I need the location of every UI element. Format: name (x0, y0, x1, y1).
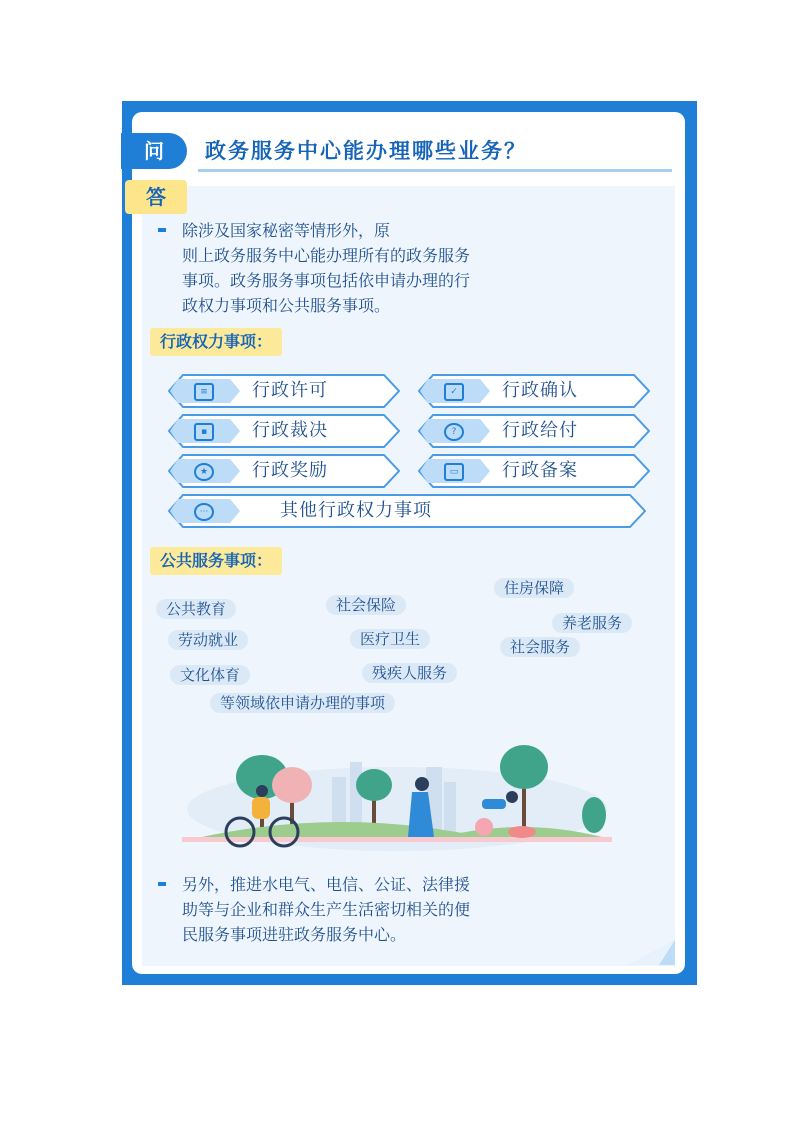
public-tag: 劳动就业 (168, 630, 248, 650)
bullet-marker (158, 882, 166, 886)
public-tag: 养老服务 (552, 613, 632, 633)
admin-item-confirm (418, 374, 650, 408)
admin-item-filing (418, 454, 650, 488)
medal-icon: ★ (194, 463, 214, 481)
page-curl-decoration (629, 940, 675, 965)
more-icon: ··· (194, 503, 214, 521)
park-illustration (182, 737, 612, 862)
admin-item-ruling (168, 414, 400, 448)
footer-line: 助等与企业和群众生产生活密切相关的便 (182, 900, 471, 919)
payment-icon: ? (444, 423, 464, 441)
gavel-icon: ▪ (194, 423, 214, 441)
answer-badge: 答 (125, 180, 187, 214)
document-icon: ≡ (194, 383, 214, 401)
admin-item-label: 行政备案 (502, 460, 578, 481)
question-title: 政务服务中心能办理哪些业务？ (205, 139, 527, 163)
intro-line: 则上政务服务中心能办理所有的政务服务 (182, 246, 471, 265)
admin-item-other (168, 494, 646, 528)
public-tag: 社会服务 (500, 637, 580, 657)
footer-line: 另外，推进水电气、电信、公证、法律援 (182, 875, 471, 894)
stamp-icon: ✓ (444, 383, 464, 401)
admin-item-label: 行政裁决 (252, 420, 328, 441)
public-tag: 等领域依申请办理的事项 (210, 693, 395, 713)
footer-line: 民服务事项进驻政务服务中心。 (182, 925, 407, 944)
admin-item-label: 行政确认 (502, 380, 578, 401)
admin-item-label: 行政奖励 (252, 460, 328, 481)
admin-item-reward (168, 454, 400, 488)
public-tag: 社会保险 (326, 595, 406, 615)
intro-line: 除涉及国家秘密等情形外，原 (182, 221, 391, 240)
public-tag: 医疗卫生 (350, 629, 430, 649)
intro-line: 政权力事项和公共服务事项。 (182, 296, 391, 315)
public-tag: 残疾人服务 (362, 663, 457, 683)
admin-section-heading: 行政权力事项： (150, 328, 282, 356)
admin-item-label: 行政许可 (252, 380, 328, 401)
intro-line: 事项。政务服务事项包括依申请办理的行 (182, 271, 471, 290)
admin-item-label: 其他行政权力事项 (280, 500, 432, 521)
public-tag: 文化体育 (170, 665, 250, 685)
bullet-marker (158, 228, 166, 232)
public-tag: 公共教育 (156, 599, 236, 619)
admin-item-payment (418, 414, 650, 448)
folder-icon: ▭ (444, 463, 464, 481)
public-tag: 住房保障 (494, 578, 574, 598)
question-badge: 问 (121, 133, 187, 169)
public-section-heading: 公共服务事项： (150, 547, 282, 575)
admin-item-label: 行政给付 (502, 420, 578, 441)
admin-item-license (168, 374, 400, 408)
title-underline (198, 169, 672, 172)
